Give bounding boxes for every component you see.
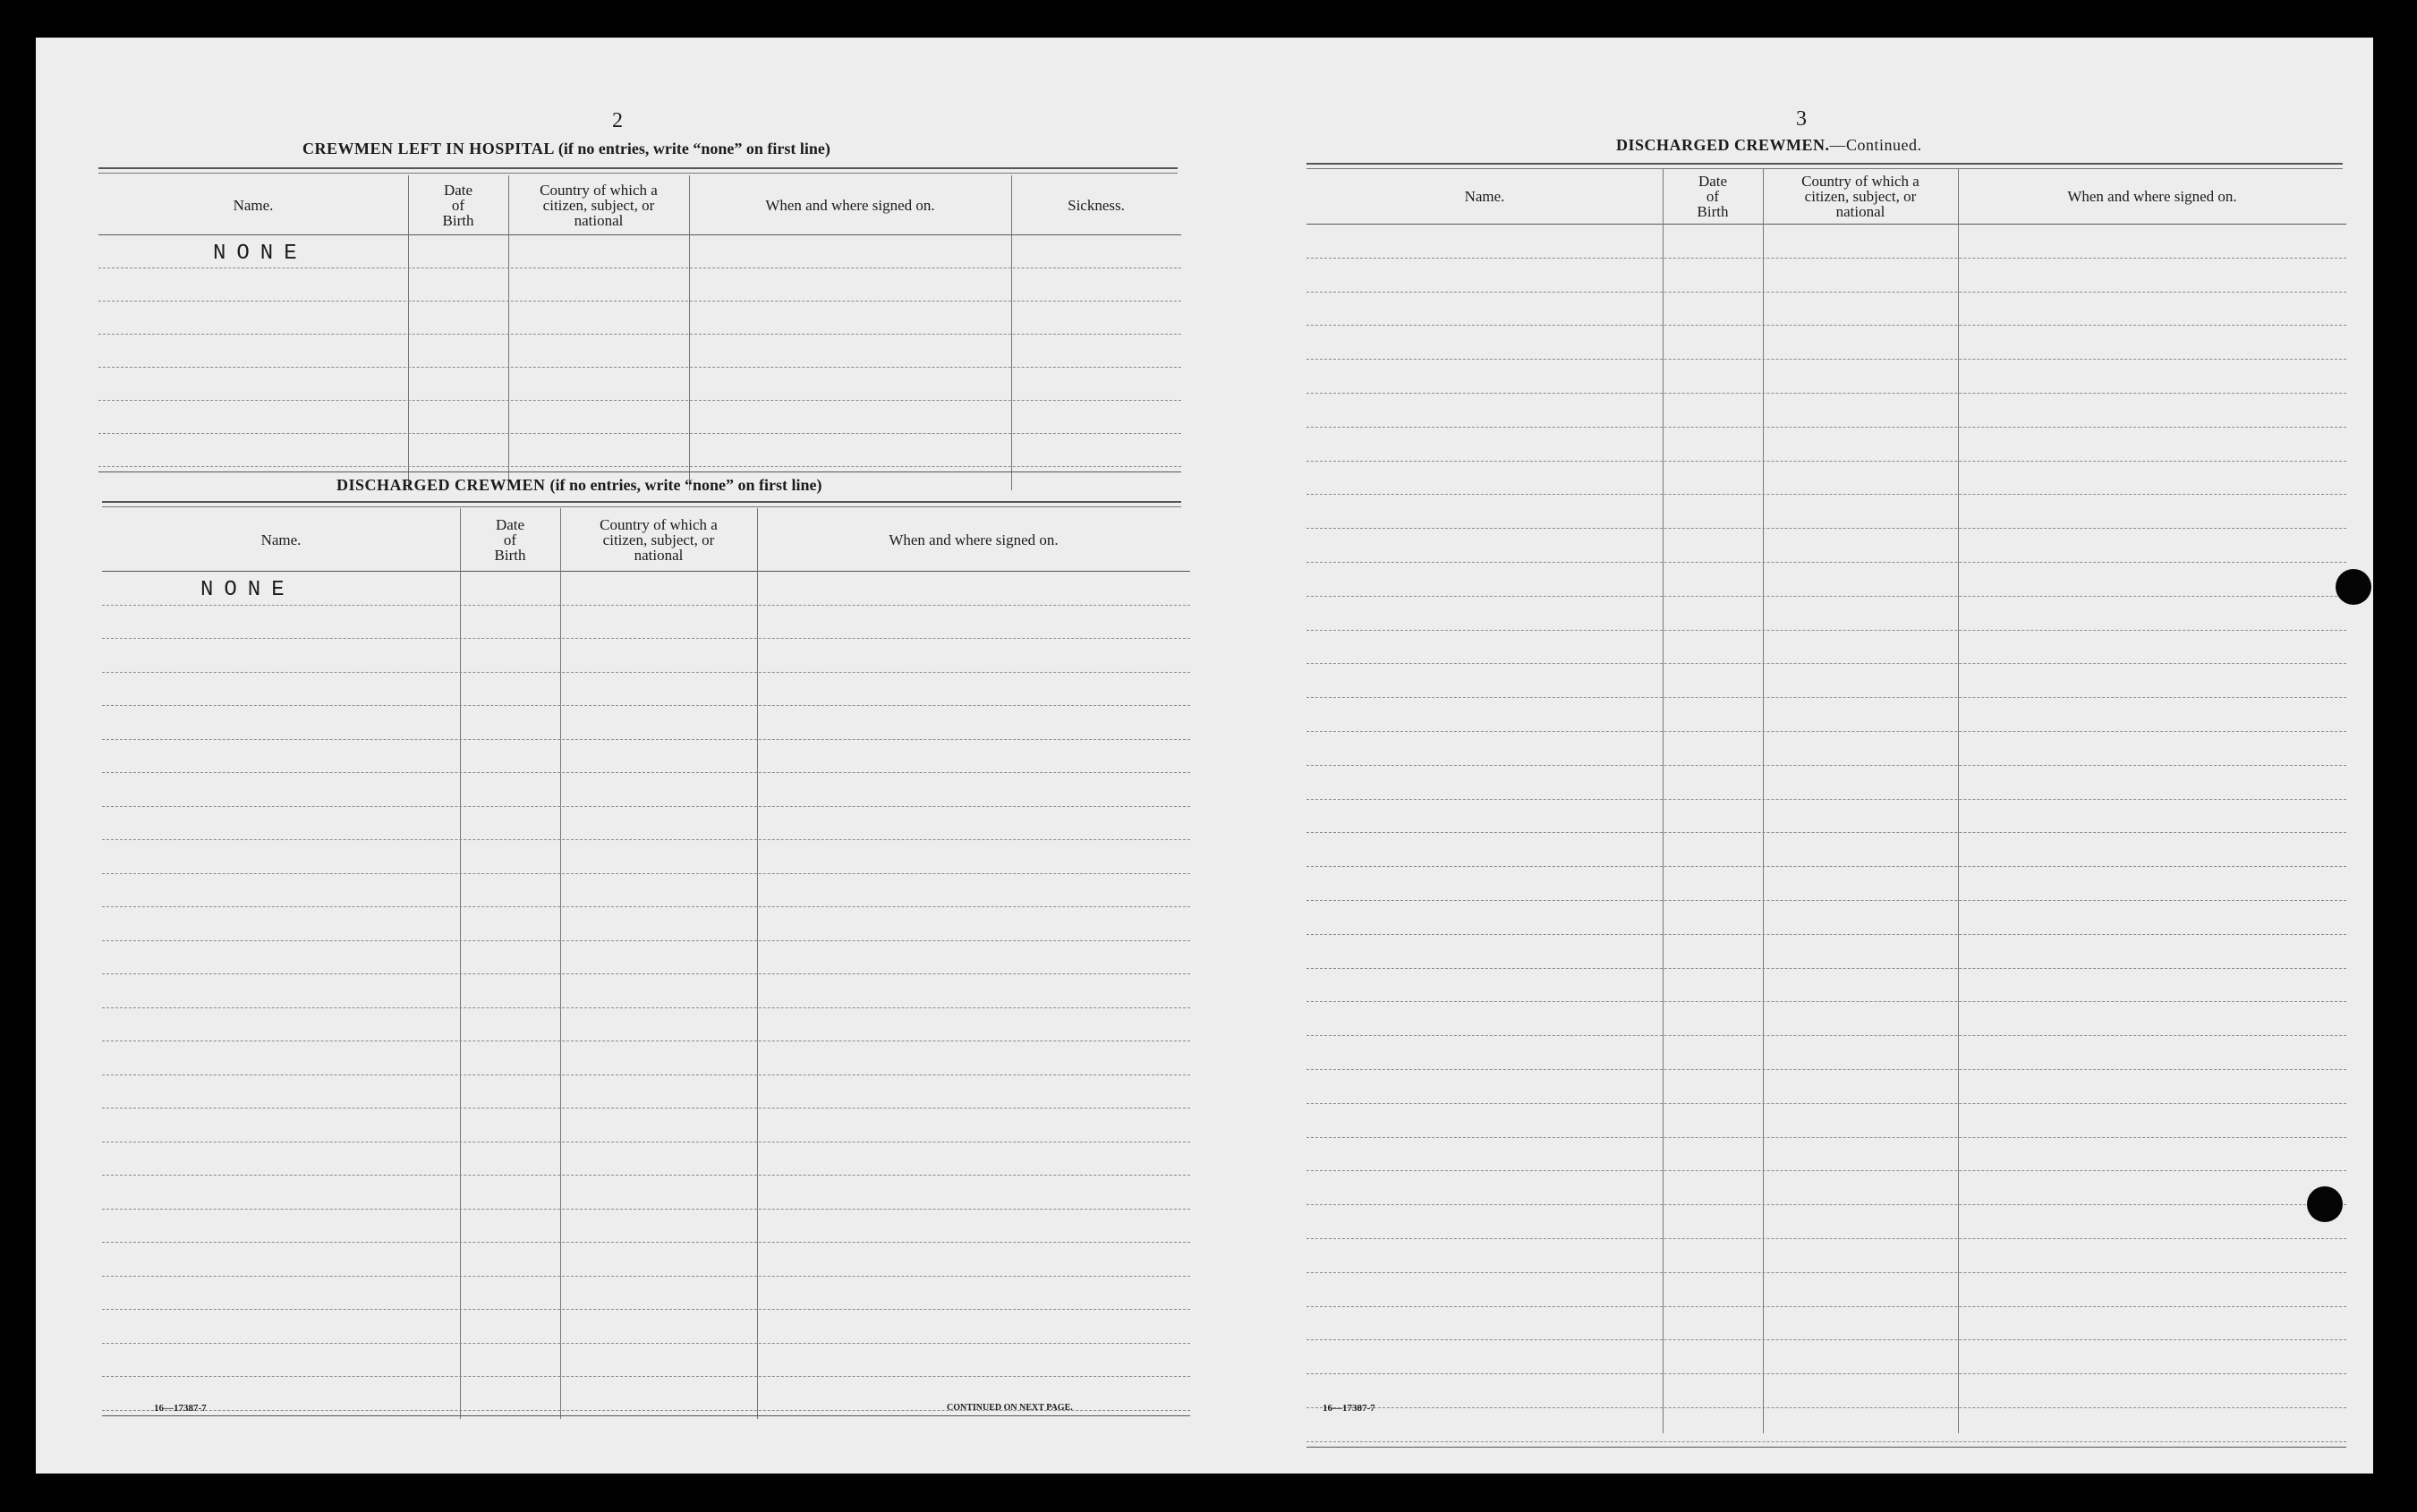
column-header: When and where signed on. xyxy=(2067,187,2237,205)
table-row xyxy=(1306,900,2346,901)
table-row xyxy=(102,605,1190,606)
table-row xyxy=(1306,731,2346,732)
column-divider xyxy=(1958,168,1959,1433)
table-row xyxy=(1306,1103,2346,1104)
column-header: Country of which a citizen, subject, or national xyxy=(540,181,658,229)
column-divider xyxy=(757,508,758,1419)
document-sheet xyxy=(36,38,2373,1474)
table-row xyxy=(102,1309,1190,1310)
column-divider xyxy=(689,175,690,490)
table-row xyxy=(98,334,1181,335)
table-row xyxy=(1306,1001,2346,1002)
table-row xyxy=(102,940,1190,941)
table-row xyxy=(102,1209,1190,1210)
table-row xyxy=(102,1343,1190,1344)
table-row xyxy=(1306,427,2346,428)
table-row xyxy=(1306,1238,2346,1239)
column-header: Sickness. xyxy=(1068,196,1125,214)
table-row xyxy=(1306,697,2346,698)
table-row xyxy=(1306,1306,2346,1307)
table-row xyxy=(1306,765,2346,766)
table-row xyxy=(1306,292,2346,293)
table-row xyxy=(98,433,1181,434)
table-row xyxy=(102,705,1190,706)
column-header: Date of Birth xyxy=(1697,172,1729,220)
table-row xyxy=(98,367,1181,368)
punch-hole xyxy=(2336,569,2371,605)
column-divider xyxy=(408,175,409,490)
table-row xyxy=(102,839,1190,840)
table-row xyxy=(1306,1373,2346,1374)
column-header: Country of which a citizen, subject, or national xyxy=(1801,172,1919,220)
table-row xyxy=(1306,968,2346,969)
table-row xyxy=(1306,832,2346,833)
table-row xyxy=(1306,1272,2346,1273)
table-row xyxy=(102,638,1190,639)
right-form-number: 16—17387-7 xyxy=(1323,1403,1375,1414)
column-header: Name. xyxy=(1464,187,1505,205)
left-page xyxy=(36,38,1217,1474)
table-row xyxy=(1306,1339,2346,1340)
table-row xyxy=(1306,562,2346,563)
column-divider xyxy=(560,508,561,1419)
table-row xyxy=(1306,1035,2346,1036)
table-row xyxy=(102,1007,1190,1008)
hospital-section-title: CREWMEN LEFT IN HOSPITAL (if no entries, write “none” on first line) xyxy=(302,140,830,157)
table-row xyxy=(1306,799,2346,800)
table-row xyxy=(98,301,1181,302)
table-row xyxy=(102,806,1190,807)
table-row xyxy=(102,1108,1190,1109)
column-divider xyxy=(1011,175,1012,490)
discharged-table xyxy=(102,508,1190,1419)
table-row xyxy=(1306,359,2346,360)
column-header: Date of Birth xyxy=(442,181,474,229)
table-row xyxy=(1306,866,2346,867)
table-row xyxy=(1306,1441,2346,1442)
column-divider xyxy=(508,175,509,490)
table-row xyxy=(1306,1407,2346,1408)
header-rule xyxy=(102,571,1190,572)
table-row xyxy=(1306,1170,2346,1171)
right-page-number: 3 xyxy=(1796,107,1807,131)
table-row xyxy=(1306,393,2346,394)
table-row xyxy=(102,873,1190,874)
column-header: When and where signed on. xyxy=(889,531,1059,548)
column-divider xyxy=(1663,168,1664,1433)
table-row xyxy=(1306,663,2346,664)
right-page xyxy=(1217,38,2373,1474)
table-row xyxy=(1306,934,2346,935)
header-rule xyxy=(1306,224,2346,225)
column-header: Name. xyxy=(260,531,302,548)
discharged-title-rule xyxy=(102,501,1181,507)
table-row xyxy=(102,1276,1190,1277)
header-rule xyxy=(98,234,1181,235)
table-bottom-rule xyxy=(1306,1447,2346,1448)
table-bottom-rule xyxy=(102,1415,1190,1416)
table-row xyxy=(102,1175,1190,1176)
table-row xyxy=(102,672,1190,673)
table-row xyxy=(102,1242,1190,1243)
table-row xyxy=(98,400,1181,401)
continued-table xyxy=(1306,168,2346,1433)
hospital-title-rule xyxy=(98,167,1178,174)
table-row xyxy=(102,772,1190,773)
column-header: When and where signed on. xyxy=(765,196,935,214)
column-header: Country of which a citizen, subject, or national xyxy=(600,515,718,564)
table-row xyxy=(1306,461,2346,462)
table-row xyxy=(1306,528,2346,529)
table-row xyxy=(1306,258,2346,259)
table-row xyxy=(98,466,1181,467)
table-bottom-rule xyxy=(98,471,1181,472)
table-row xyxy=(102,906,1190,907)
table-row xyxy=(1306,1069,2346,1070)
left-page-number: 2 xyxy=(612,109,623,132)
table-row xyxy=(1306,1137,2346,1138)
table-row xyxy=(102,1376,1190,1377)
table-row xyxy=(1306,325,2346,326)
column-divider xyxy=(460,508,461,1419)
name-entry: NONE xyxy=(200,578,295,602)
table-row xyxy=(102,739,1190,740)
column-divider xyxy=(1763,168,1764,1433)
column-header: Date of Birth xyxy=(494,515,526,564)
continued-section-title: DISCHARGED CREWMEN.—Continued. xyxy=(1616,136,1922,154)
table-row xyxy=(102,973,1190,974)
hospital-table xyxy=(98,175,1181,490)
discharged-section-title: DISCHARGED CREWMEN (if no entries, write “none” on first line) xyxy=(336,476,822,494)
table-row xyxy=(1306,596,2346,597)
table-row xyxy=(1306,630,2346,631)
continued-note: CONTINUED ON NEXT PAGE. xyxy=(947,1403,1073,1413)
column-header: Name. xyxy=(233,196,274,214)
table-row xyxy=(1306,1204,2346,1205)
left-form-number: 16—17387-7 xyxy=(154,1403,207,1414)
punch-hole xyxy=(2307,1186,2343,1222)
name-entry: NONE xyxy=(213,242,308,266)
table-row xyxy=(1306,494,2346,495)
